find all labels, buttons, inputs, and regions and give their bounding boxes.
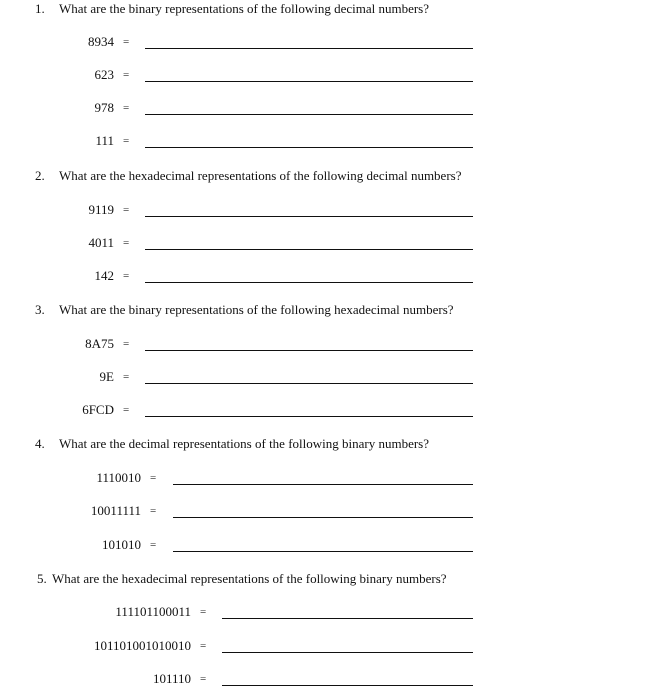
equals-sign: =: [150, 539, 157, 551]
equals-sign: =: [123, 270, 130, 282]
q3-answer-line-2[interactable]: [145, 383, 473, 384]
q4-item-1: 1110010: [96, 470, 141, 485]
q4-answer-line-3[interactable]: [173, 551, 473, 552]
q4-item-3: 101010: [102, 537, 141, 552]
q5-item-2: 101101001010010: [93, 638, 191, 653]
q1-item-3: 978: [94, 100, 114, 115]
equals-sign: =: [200, 640, 207, 652]
q2-answer-line-3[interactable]: [145, 282, 473, 283]
question-5-number: 5.: [37, 571, 47, 586]
equals-sign: =: [123, 371, 130, 383]
question-4-text: What are the decimal representations of the following binary numbers?: [59, 436, 430, 451]
q3-answer-line-1[interactable]: [145, 350, 473, 351]
q2-item-1: 9119: [88, 202, 114, 217]
q5-item-1: 111101100011: [115, 604, 191, 619]
question-3-number: 3.: [35, 302, 45, 317]
q1-answer-line-2[interactable]: [145, 81, 473, 82]
question-2-text: What are the hexadecimal representations of the following decimal numbers?: [59, 168, 462, 183]
q2-item-3: 142: [94, 268, 114, 283]
q2-answer-line-2[interactable]: [145, 249, 473, 250]
equals-sign: =: [150, 505, 157, 517]
q1-answer-line-4[interactable]: [145, 147, 473, 148]
question-5-text: What are the hexadecimal representations of the following binary numbers?: [52, 571, 447, 586]
q2-answer-line-1[interactable]: [145, 216, 473, 217]
equals-sign: =: [150, 472, 157, 484]
question-1-text: What are the binary representations of the following decimal numbers?: [59, 1, 430, 16]
q3-item-1: 8A75: [85, 336, 114, 351]
q5-item-3: 101110: [152, 671, 191, 686]
equals-sign: =: [123, 237, 130, 249]
q4-answer-line-2[interactable]: [173, 517, 473, 518]
q2-item-2: 4011: [88, 235, 114, 250]
q1-item-2: 623: [94, 67, 114, 82]
question-4-number: 4.: [35, 436, 45, 451]
equals-sign: =: [123, 69, 130, 81]
q1-item-4: 111: [95, 133, 114, 148]
question-1-number: 1.: [35, 1, 45, 16]
q5-answer-line-3[interactable]: [222, 685, 473, 686]
equals-sign: =: [123, 204, 130, 216]
q3-item-2: 9E: [99, 369, 114, 384]
equals-sign: =: [123, 135, 130, 147]
equals-sign: =: [200, 606, 207, 618]
equals-sign: =: [123, 36, 130, 48]
equals-sign: =: [123, 102, 130, 114]
q5-answer-line-2[interactable]: [222, 652, 473, 653]
q4-item-2: 10011111: [90, 503, 141, 518]
q3-item-3: 6FCD: [82, 402, 114, 417]
q1-answer-line-3[interactable]: [145, 114, 473, 115]
equals-sign: =: [123, 404, 130, 416]
q3-answer-line-3[interactable]: [145, 416, 473, 417]
equals-sign: =: [200, 673, 207, 685]
question-2-number: 2.: [35, 168, 45, 183]
q5-answer-line-1[interactable]: [222, 618, 473, 619]
equals-sign: =: [123, 338, 130, 350]
q1-answer-line-1[interactable]: [145, 48, 473, 49]
q1-item-1: 8934: [88, 34, 114, 49]
question-3-text: What are the binary representations of the following hexadecimal numbers?: [59, 302, 454, 317]
q4-answer-line-1[interactable]: [173, 484, 473, 485]
